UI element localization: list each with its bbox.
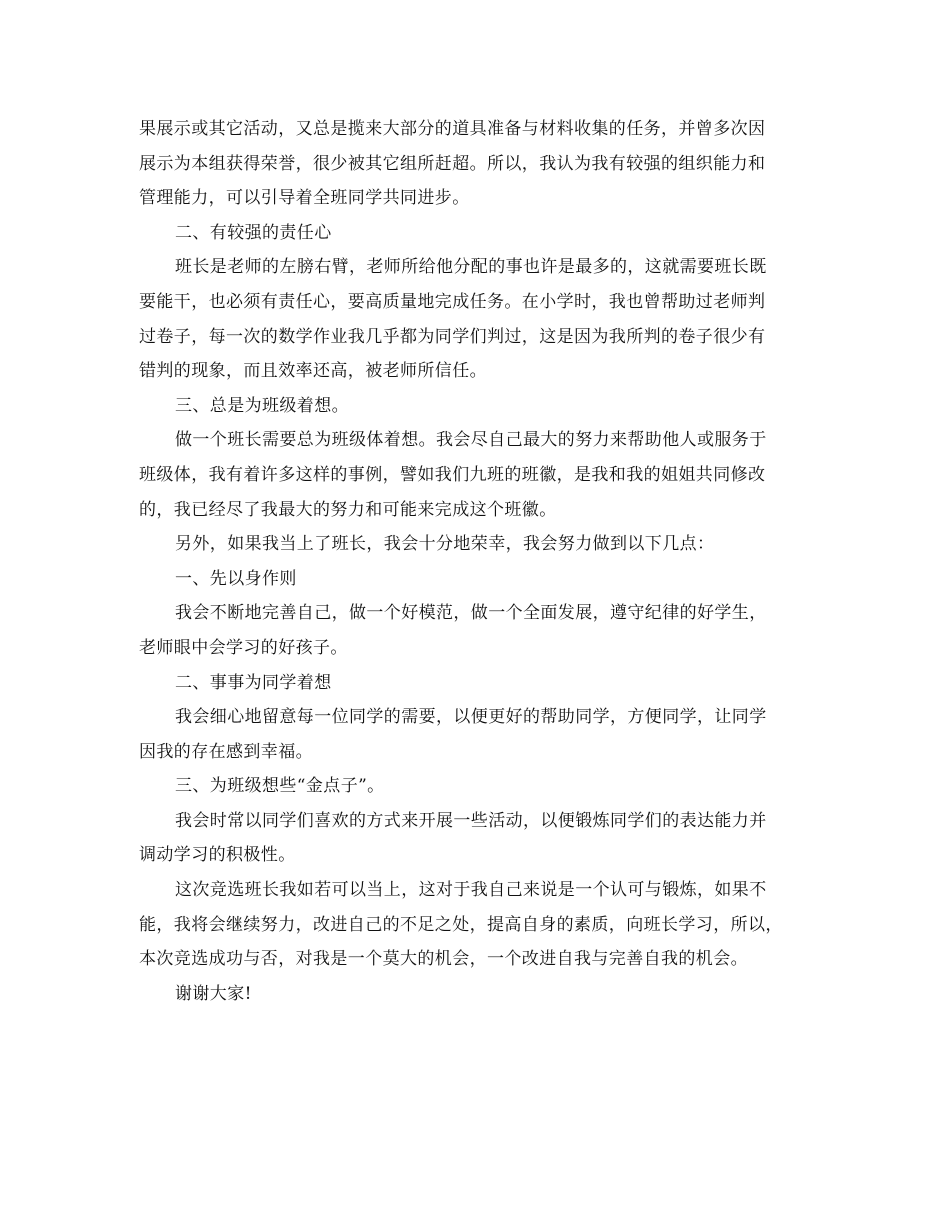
text-line: 老师眼中会学习的好孩子。 (139, 637, 348, 658)
text-line: 我会不断地完善自己，做一个好模范，做一个全面发展，遵守纪律的好学生， (175, 603, 767, 624)
text-line: 本次竞选成功与否，对我是一个莫大的机会，一个改进自我与完善自我的机会。 (139, 949, 748, 970)
text-line: 做一个班长需要总为班级体着想。我会尽自己最大的努力来帮助他人或服务于 (175, 430, 767, 451)
text-line: 谢谢大家! (175, 983, 252, 1004)
text-line: 管理能力，可以引导着全班同学共同进步。 (139, 188, 470, 209)
text-line: 调动学习的积极性。 (139, 845, 296, 866)
text-line: 我会细心地留意每一位同学的需要，以便更好的帮助同学，方便同学，让同学 (175, 707, 767, 728)
text-line: 这次竞选班长我如若可以当上，这对于我自己来说是一个认可与锻炼，如果不 (175, 880, 767, 901)
text-line: 另外，如果我当上了班长，我会十分地荣幸，我会努力做到以下几点： (175, 534, 715, 555)
text-line: 班级体，我有着许多这样的事例，譬如我们九班的班徽，是我和我的姐姐共同修改 (139, 464, 766, 485)
text-line: 能，我将会继续努力，改进自己的不足之处，提高自身的素质，向班长学习，所以， (139, 914, 783, 935)
text-line: 二、有较强的责任心 (175, 222, 332, 243)
text-line: 三、为班级想些“金点子”。 (175, 776, 385, 797)
text-line: 一、先以身作则 (175, 568, 297, 589)
text-line: 过卷子，每一次的数学作业我几乎都为同学们判过，这是因为我所判的卷子很少有 (139, 326, 766, 347)
text-line: 的，我已经尽了我最大的努力和可能来完成这个班徽。 (139, 499, 557, 520)
text-line: 果展示或其它活动，又总是揽来大部分的道具准备与材料收集的任务，并曾多次因 (139, 119, 766, 139)
text-line: 三、总是为班级着想。 (175, 395, 349, 416)
text-line: 错判的现象，而且效率还高，被老师所信任。 (139, 361, 487, 382)
text-line: 二、事事为同学着想 (175, 672, 332, 693)
body-text (139, 112, 819, 1011)
text-line: 因我的存在感到幸福。 (139, 741, 313, 762)
text-line: 我会时常以同学们喜欢的方式来开展一些活动，以便锻炼同学们的表达能力并 (175, 810, 767, 831)
text-line: 展示为本组获得荣誉，很少被其它组所赶超。所以，我认为我有较强的组织能力和 (139, 153, 766, 174)
text-line: 要能干，也必须有责任心，要高质量地完成任务。在小学时，我也曾帮助过老师判 (139, 291, 766, 312)
text-line: 班长是老师的左膀右臂，老师所给他分配的事也许是最多的，这就需要班长既 (175, 257, 767, 278)
